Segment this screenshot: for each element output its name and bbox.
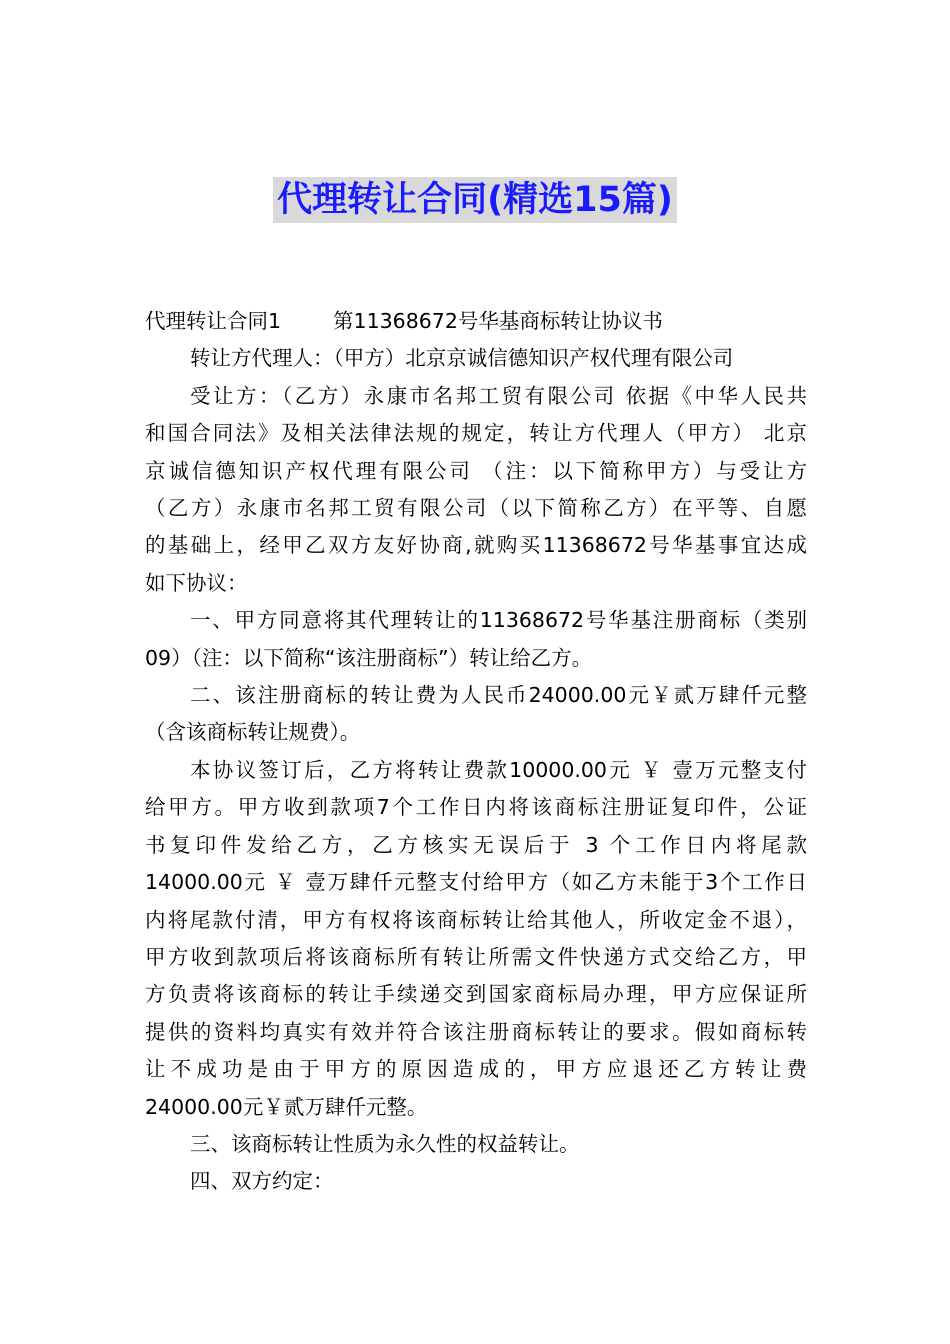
paragraph-line: 24000.00元￥贰万肆仟元整。 xyxy=(145,1094,428,1119)
paragraph-line: 提供的资料均真实有效并符合该注册商标转让的要求。假如商标转 xyxy=(145,1019,807,1044)
paragraph-line: （含该商标转让规费）。 xyxy=(145,720,361,745)
paragraph-line: 让不成功是由于甲方的原因造成的，甲方应退还乙方转让费 xyxy=(145,1057,807,1082)
paragraph-line: 书复印件发给乙方，乙方核实无误后于 3 个工作日内将尾款 xyxy=(145,832,807,857)
paragraph-line: 的基础上，经甲乙双方友好协商,就购买11368672号华基事宜达成 xyxy=(145,533,807,558)
paragraph-line: 09）（注：以下简称“该注册商标”）转让给乙方。 xyxy=(145,645,593,670)
paragraph-line: 给甲方。甲方收到款项7个工作日内将该商标注册证复印件，公证 xyxy=(145,795,807,820)
paragraph-line: 京诚信德知识产权代理有限公司 （注：以下简称甲方）与受让方 xyxy=(145,458,807,483)
paragraph xyxy=(145,1163,807,1200)
paragraph-line: 如下协议： xyxy=(145,570,248,595)
paragraph-line: 本协议签订后，乙方将转让费款10000.00元 ￥ 壹万元整支付 xyxy=(190,757,807,782)
title-container xyxy=(0,177,950,223)
paragraph-line: 二、该注册商标的转让费为人民币24000.00元￥贰万肆仟元整 xyxy=(190,683,807,708)
paragraph-list xyxy=(145,340,807,1200)
paragraph-line: （乙方）永康市名邦工贸有限公司（以下简称乙方）在平等、自愿 xyxy=(145,496,807,521)
paragraph xyxy=(145,340,807,377)
contract-heading-label: 代理转让合同1 xyxy=(145,309,282,333)
paragraph-line: 14000.00元 ￥ 壹万肆仟元整支付给甲方（如乙方未能于3个工作日 xyxy=(145,870,807,895)
paragraph xyxy=(145,752,807,1126)
paragraph xyxy=(145,677,807,752)
paragraph-line: 受让方：（乙方）永康市名邦工贸有限公司 依据《中华人民共 xyxy=(190,383,807,408)
paragraph-line: 一、甲方同意将其代理转让的11368672号华基注册商标（类别 xyxy=(190,608,807,633)
paragraph-line: 转让方代理人：（甲方）北京京诚信德知识产权代理有限公司 xyxy=(190,346,734,371)
document-body xyxy=(145,303,807,1201)
contract-heading xyxy=(145,303,807,340)
paragraph-line: 四、双方约定： xyxy=(190,1169,334,1194)
paragraph xyxy=(145,602,807,677)
paragraph-line: 内将尾款付清，甲方有权将该商标转让给其他人，所收定金不退）， xyxy=(145,907,807,932)
contract-heading-subject: 第11368672号华基商标转让协议书 xyxy=(333,309,663,333)
paragraph-line: 和国合同法》及相关法律法规的规定，转让方代理人（甲方） 北京 xyxy=(145,421,807,446)
paragraph-line: 方负责将该商标的转让手续递交到国家商标局办理，甲方应保证所 xyxy=(145,982,807,1007)
document-title: 代理转让合同(精选15篇) xyxy=(273,177,677,223)
paragraph-line: 三、该商标转让性质为永久性的权益转让。 xyxy=(190,1131,580,1156)
paragraph-line: 甲方收到款项后将该商标所有转让所需文件快递方式交给乙方，甲 xyxy=(145,944,807,969)
paragraph xyxy=(145,1126,807,1163)
paragraph xyxy=(145,378,807,602)
